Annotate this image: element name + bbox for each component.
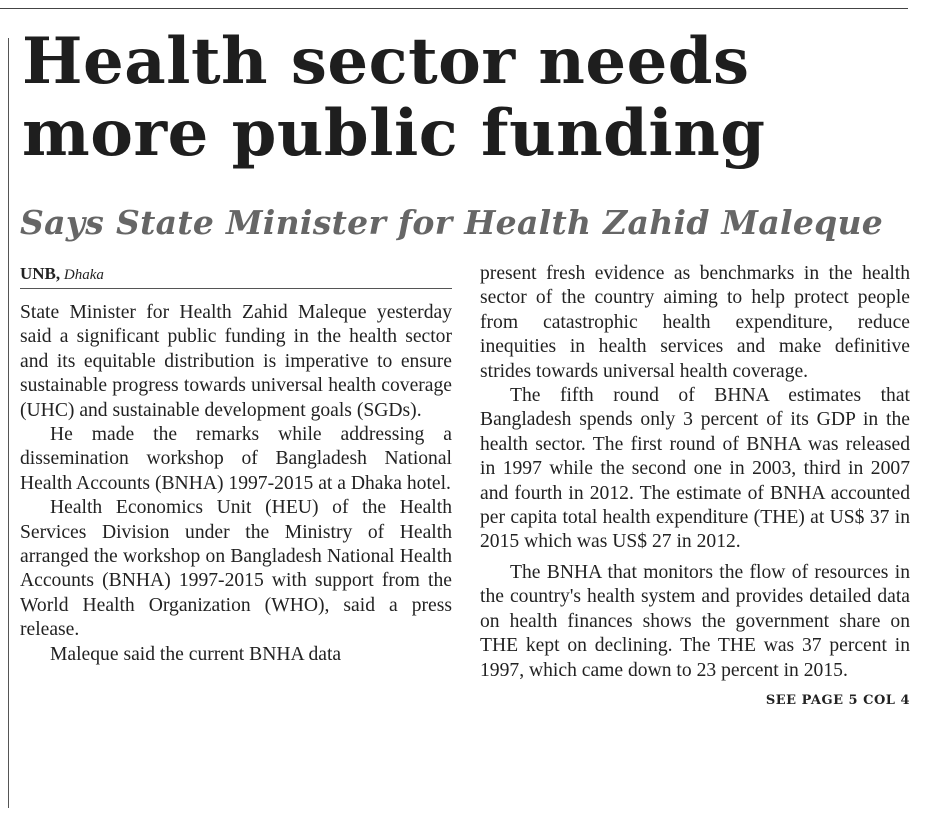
paragraph: State Minister for Health Zahid Maleque yesterday said a significant public funding in the health sector and its equitable distribution is imperative to ensure sustainable progress towards universal health coverage (UHC) and sustainable development goals (SGDs). — [20, 302, 452, 421]
paragraph: Maleque said the current BNHA data — [50, 643, 342, 665]
byline-agency: UNB, — [20, 264, 61, 283]
paragraph: The BNHA that monitors the flow of resources in the country's health system and provides detailed data on health finances shows the government share on THE kept on declining. The THE was 37 percent in 1997, which came down to 23 percent in 2015. — [480, 561, 910, 681]
byline-location: Dhaka — [63, 267, 104, 283]
article-column-1 — [20, 262, 452, 667]
byline — [20, 262, 452, 289]
paragraph: present fresh evidence as benchmarks in the health sector of the country aiming to help protect people from catastrophic health expenditure, reduce inequities in health services and make definitive strides towards universal health coverage. — [480, 263, 910, 382]
article-column-2 — [480, 262, 910, 713]
paragraph: The fifth round of BHNA estimates that Bangladesh spends only 3 percent of its GDP in the health sector. The first round of BNHA was released in 1997 while the second one in 2003, third in 2007 and fourth in 2012. The estimate of BNHA accounted per capita total health expenditure (THE) at US$ 37 in 2015 which was US$ 27 in 2012. — [480, 385, 910, 553]
paragraph: He made the remarks while addressing a dissemination workshop of Bangladesh National Health Accounts (BNHA) 1997-2015 at a Dhaka hotel. — [20, 424, 452, 494]
subheadline: Says State Minister for Health Zahid Maleque — [20, 203, 884, 242]
continuation-jump-line: SEE PAGE 5 COL 4 — [765, 692, 910, 708]
paragraph: Health Economics Unit (HEU) of the Health Services Division under the Ministry of Health arranged the workshop on Bangladesh National Health Accounts (BNHA) 1997-2015 with support from the World Health Organization (WHO), said a press release. — [20, 497, 452, 641]
left-column-rule — [8, 38, 9, 808]
top-rule — [0, 8, 908, 9]
headline: Health sector needs more public funding — [22, 24, 766, 171]
